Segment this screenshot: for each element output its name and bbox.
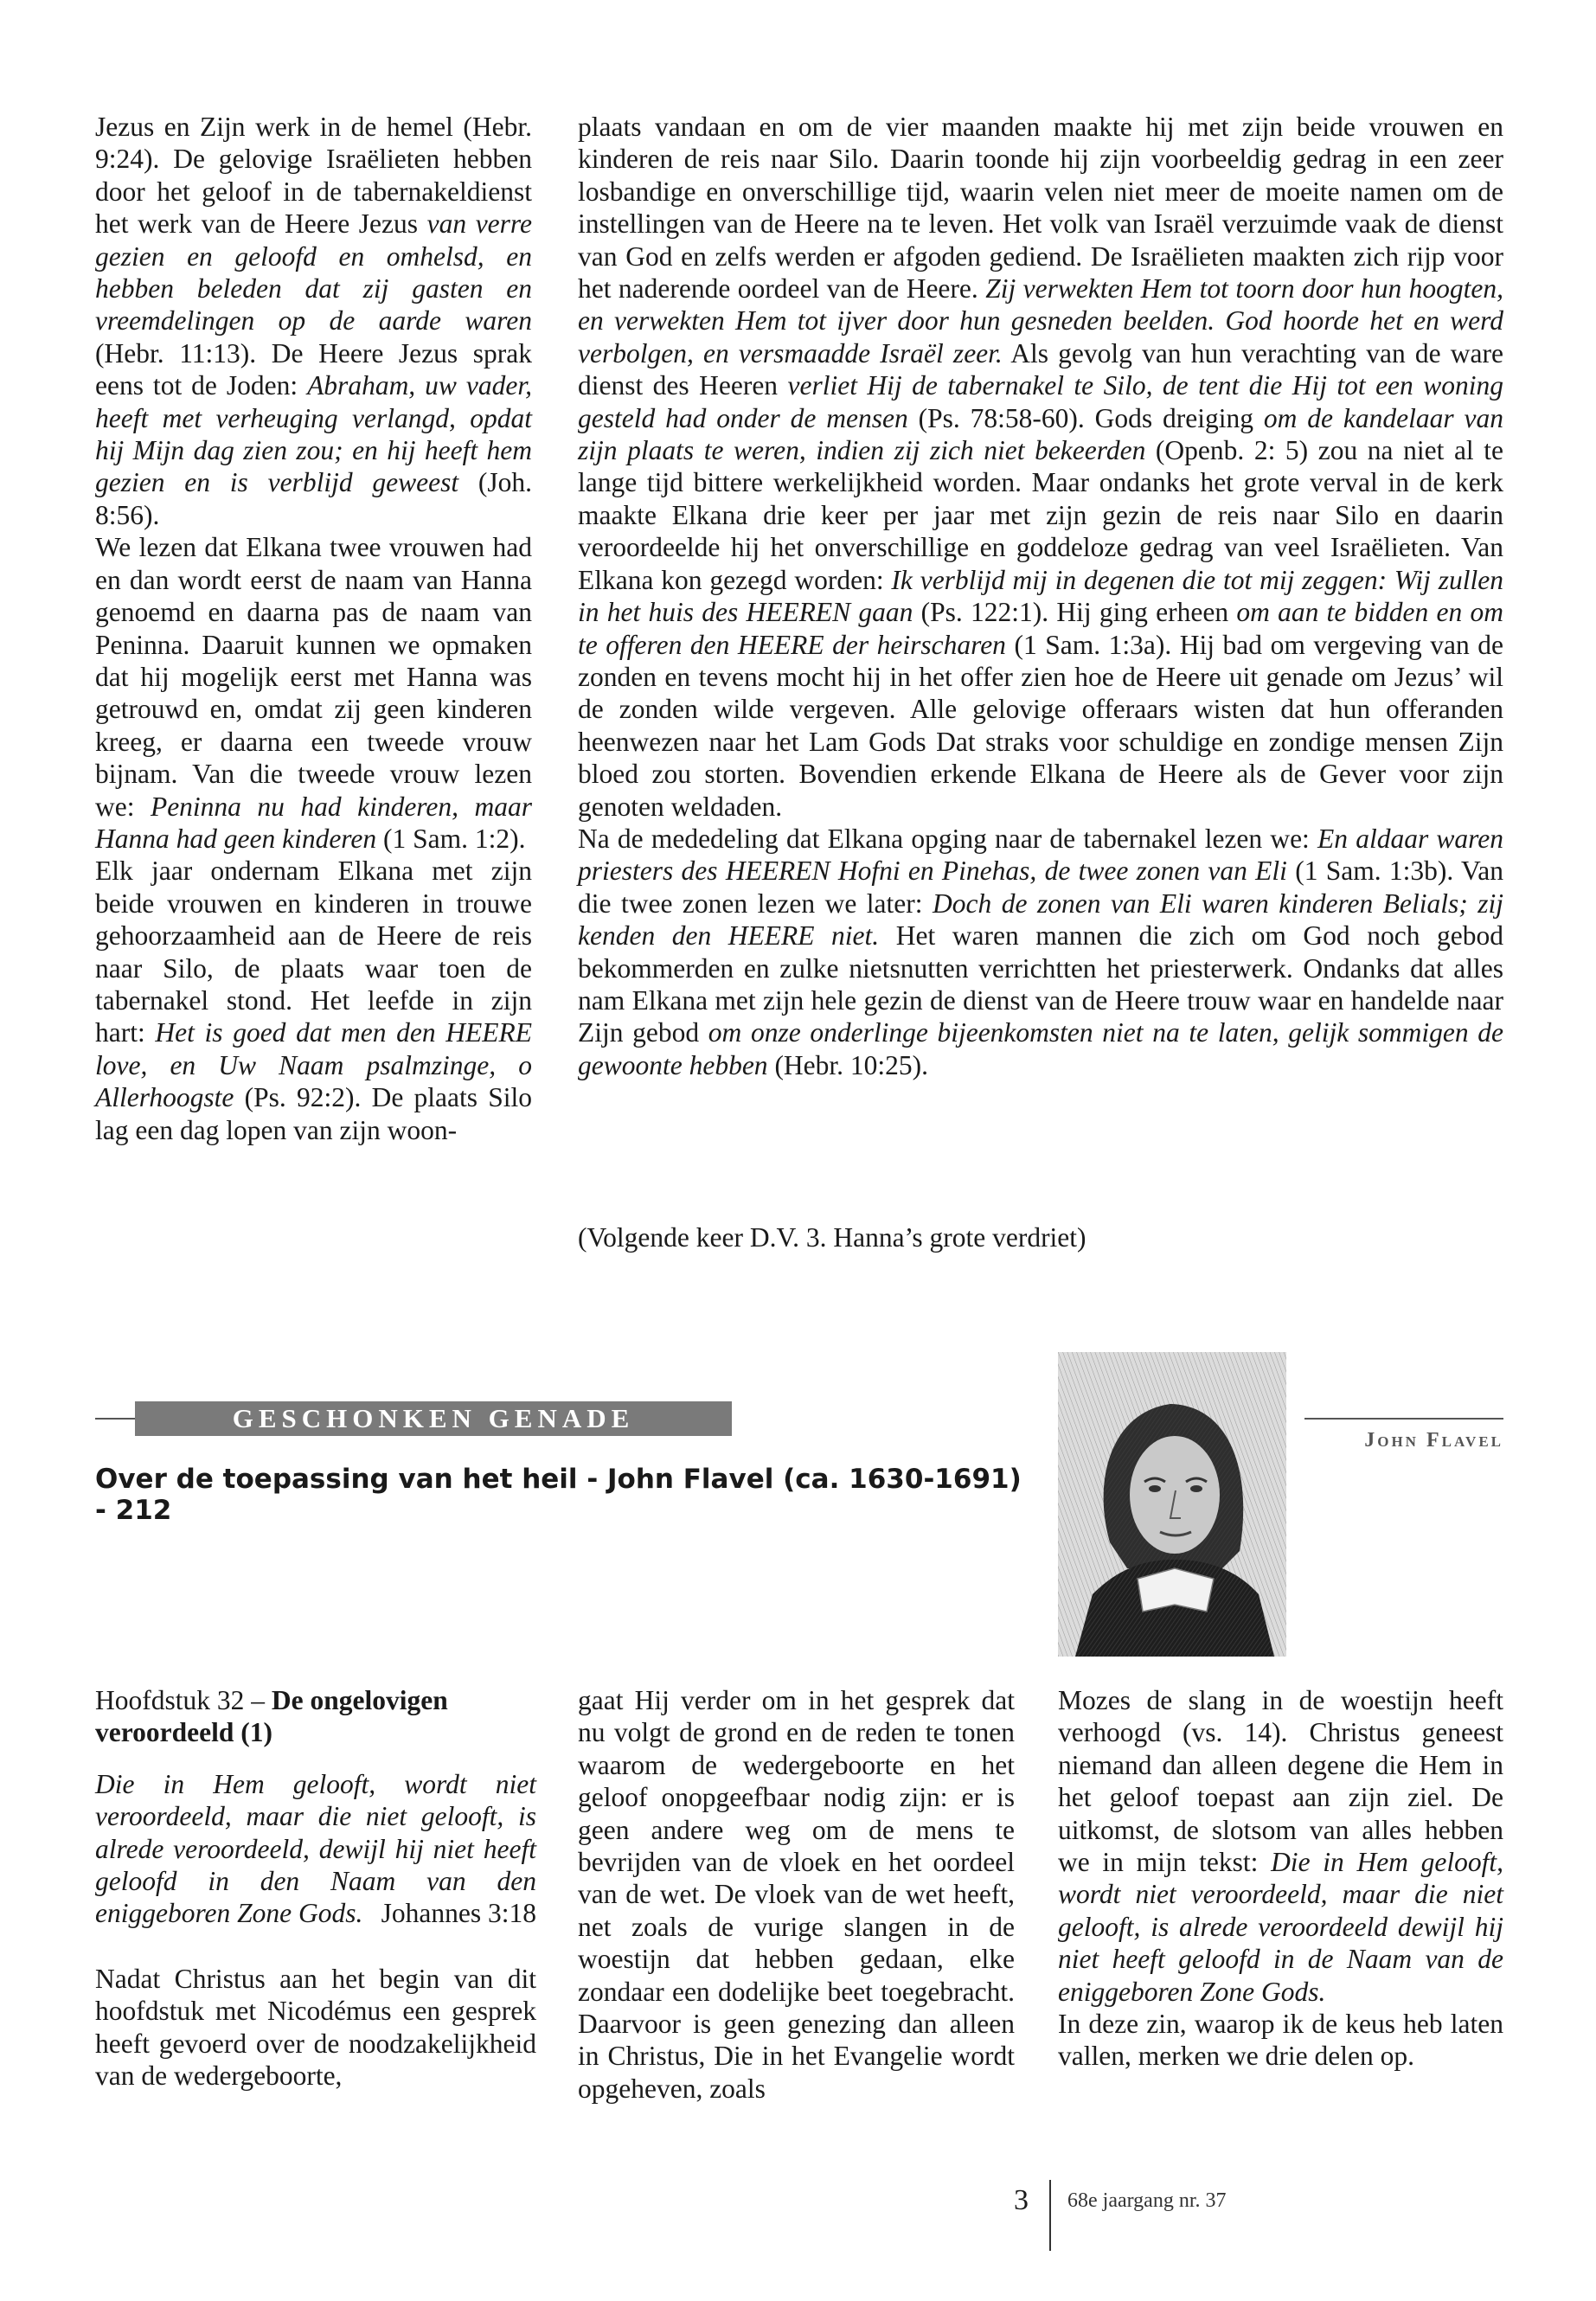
quoted-scripture: Het is goed dat men den HEERE love, en Uw Naam psalmzinge, o Allerhoogste [95, 1017, 532, 1113]
article-title: Over de toepassing van het heil - John Flavel (ca. 1630-1691) - 212 [95, 1464, 1022, 1526]
text-run: (Ps. 92:2). De plaats Silo lag een dag lopen van zijn woon- [95, 1082, 532, 1145]
text-run: We lezen dat Elkana twee vrouwen had en dan wordt eerst de naam van Hanna genoemd en daarna pas de naam van Peninna. Daaruit kunnen we opmaken dat hij mogelijk eerst met Hanna was getrouwd en, omdat zij geen kinderen kreeg, er daarna een tweede vrouw bijnam. Van die tweede vrouw lezen we: [95, 532, 532, 822]
text-run: Mozes de slang in de woestijn heeft verhoogd (vs. 14). Christus geneest niemand dan alleen degene die Hem in het geloof toepast aan zijn ziel. De uitkomst, de slotsom van alles hebben we in mijn tekst: [1058, 1685, 1503, 1878]
quoted-scripture: om aan te bidden en om te offeren den HEERE der heirscharen [578, 597, 1503, 660]
quoted-scripture: Zij verwekten Hem tot toorn door hun hoogten, en verwekten Hem tot ijver door hun gesneden beelden. God hoorde het en werd verbolgen, en versmaadde Israël zeer. [578, 273, 1504, 369]
bottom-article-column-2 [578, 1684, 1015, 2105]
body-paragraph: gaat Hij verder om in het gesprek dat nu volgt de grond en de reden te tonen waarom de wedergeboorte en het geloof onopgeefbaar nodig zijn: er is geen andere weg om de mens te bevrijden van de vloek en het oordeel van de wet. De vloek van de wet heeft, net zoals de vurige slangen in de woestijn dat hebben gedaan, elke zondaar een dodelijke beet toegebracht. Daarvoor is geen genezing dan alleen in Christus, Die in het Evangelie wordt opgeheven, zoals [578, 1685, 1015, 2104]
footer-rule [1049, 2180, 1051, 2251]
body-paragraph [95, 531, 532, 855]
author-rule [1304, 1418, 1503, 1420]
text-run: Elk jaar ondernam Elkana met zijn beide vrouwen en kinderen in trouwe gehoorzaamheid aan de Heere de reis naar Silo, de plaats waar toen de tabernakel stond. Het leefde in zijn hart: [95, 856, 532, 1048]
text-run: (Joh. 8:56). [95, 467, 533, 530]
bottom-article-column-1 [95, 1684, 536, 2092]
quoted-scripture: Ik verblijd mij in degenen die tot mij zeggen: Wij zullen in het huis des HEEREN gaan [578, 564, 1503, 628]
text-run: Jezus en Zijn werk in de hemel (Hebr. 9:24). De gelovige Israëlieten hebben door het geloof in de tabernakeldienst het werk van de Heere Jezus [95, 112, 532, 240]
quoted-scripture: En aldaar waren priesters des HEEREN Hofni en Pinehas, de twee zonen van Eli [578, 823, 1503, 887]
body-paragraph [578, 111, 1503, 823]
body-paragraph [95, 855, 532, 1146]
quoted-scripture: om de kandelaar van zijn plaats te weren, indien zij zich niet bekeerden [578, 402, 1503, 466]
text-run: (Hebr. 10:25). [767, 1049, 929, 1080]
section-label: GESCHONKEN GENADE [135, 1401, 732, 1436]
bible-quote-text: Die in Hem gelooft, wordt niet veroordeeld, maar die niet gelooft, is alrede veroordeeld, dewijl hij niet heeft geloofd in den Naam van den eniggeboren Zone Gods. [95, 1768, 536, 1929]
body-paragraph: Nadat Christus aan het begin van dit hoofdstuk met Nicodémus een gesprek heeft gevoerd over de noodzakelijkheid van de wedergeboorte, [95, 1963, 536, 2092]
chapter-prefix: Hoofdstuk 32 – [95, 1685, 272, 1715]
top-article-right-column [578, 111, 1503, 1081]
text-run: (1 Sam. 1:3a). Hij bad om vergeving van de zonden en tevens mocht hij in het offer zien hoe de Heere uit genade om Jezus’ wil de zonden wilde vergeven. Alle gelovige offeraars wisten dat hun offeranden heenwezen naar het Lam Gods Dat straks voor schuldige en zondige mensen Zijn bloed zou storten. Bovendien erkende Elkana de Heere als de Gever voor zijn genoten weldaden. [578, 629, 1504, 822]
text-run: plaats vandaan en om de vier maanden maakte hij met zijn beide vrouwen en kinderen de reis naar Silo. Daarin toonde hij zijn voorbeeldig gedrag in een zeer losbandige en onverschillige tijd, waarin velen niet meer de moeite namen om de instellingen van de Heere na te leven. Het volk van Israël verzuimde vaak de dienst van God en zelfs werden er afgoden gediend. De Israëlieten maakten zich rijp voor het naderende oordeel van de Heere. [578, 112, 1503, 304]
text-run: (Hebr. 11:13). De Heere Jezus sprak eens tot de Joden: [95, 337, 532, 401]
bible-quote [95, 1768, 536, 1930]
quoted-scripture: van verre gezien en geloofd en omhelsd, en hebben beleden dat zij gasten en vreemdelingen op de aarde waren [95, 208, 532, 336]
chapter-heading [95, 1684, 536, 1749]
quoted-scripture: Doch de zonen van Eli waren kinderen Belials; zij kenden den HEERE niet. [578, 888, 1504, 952]
text-run: (1 Sam. 1:3b). Van die twee zonen lezen we later: [578, 856, 1503, 919]
author-name: John Flavel [1364, 1429, 1503, 1452]
body-paragraph: In deze zin, waarop ik de keus heb laten vallen, merken we drie delen op. [1058, 2009, 1503, 2072]
body-paragraph [578, 823, 1503, 1081]
quoted-scripture: Die in Hem gelooft, wordt niet veroordeeld, maar die niet gelooft, is alrede veroordeeld dewijl hij niet heeft geloofd in de Naam van de eniggeboren Zone Gods. [1058, 1847, 1504, 2007]
body-paragraph [95, 111, 532, 531]
top-article-left-column [95, 111, 532, 1146]
text-run: Het waren mannen die zich om God noch gebod bekommerden en zulke nietsnutten verrichtten het priesterwerk. Ondanks dat alles nam Elkana met zijn hele gezin de dienst van de Heere trouw waar en handelde naar Zijn gebod [578, 920, 1503, 1048]
text-run: (Ps. 78:58-60). Gods dreiging [907, 402, 1264, 433]
chapter-title: De ongelovigen veroordeeld (1) [95, 1685, 448, 1748]
quoted-scripture: om onze onderlinge bijeenkomsten niet na te laten, gelijk sommigen de gewoonte hebben [578, 1017, 1503, 1080]
bible-reference: Johannes 3:18 [381, 1898, 536, 1929]
text-run: (Openb. 2: 5) zou na niet al te lange tijd bittere werkelijkheid worden. Maar ondanks het grote verval in de kerk maakte Elkana drie keer per jaar met zijn gezin de reis naar Silo en daarin veroordeelde hij het onverschillige en goddeloze gedrag van veel Israëlieten. Van Elkana kon gezegd worden: [578, 435, 1503, 595]
next-episode-note: (Volgende keer D.V. 3. Hanna’s grote verdriet) [578, 1222, 1086, 1253]
quoted-scripture: Peninna nu had kinderen, maar Hanna had geen kinderen [95, 791, 532, 854]
text-run: (Ps. 122:1). Hij ging erheen [913, 597, 1237, 628]
text-run: Na de mededeling dat Elkana opging naar de tabernakel lezen we: [578, 823, 1318, 854]
text-run: Als gevolg van hun verachting van de ware dienst des Heeren [578, 337, 1504, 401]
page-number: 3 [1014, 2184, 1029, 2216]
author-portrait [1058, 1352, 1286, 1657]
issue-label: 68e jaargang nr. 37 [1067, 2189, 1227, 2212]
text-run: (1 Sam. 1:2). [376, 823, 526, 854]
body-paragraph [1058, 1684, 1503, 2008]
bottom-article-column-3 [1058, 1684, 1503, 2073]
quoted-scripture: Abraham, uw vader, heeft met verheuging verlangd, opdat hij Mijn dag zien zou; en hij heeft hem gezien en is verblijd geweest [95, 370, 532, 498]
quoted-scripture: verliet Hij de tabernakel te Silo, de tent die Hij tot een woning gesteld had onder de mensen [578, 370, 1503, 433]
